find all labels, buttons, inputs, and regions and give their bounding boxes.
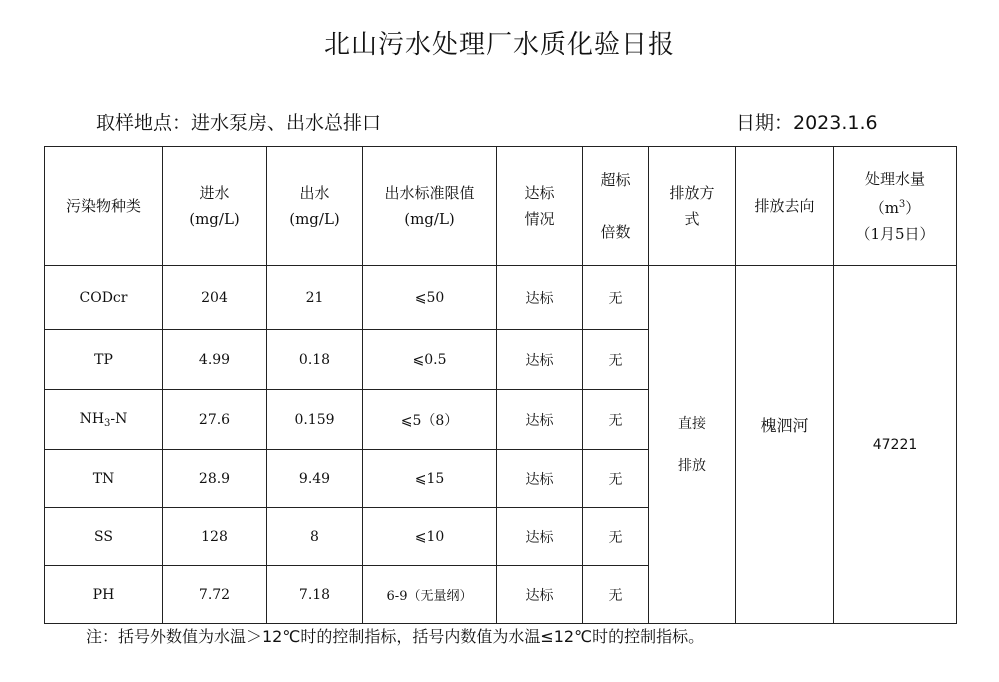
- header-discharge-method: 排放方 式: [649, 147, 736, 266]
- pollutant-cell: $NH_3-N$: [45, 390, 163, 450]
- status-cell: 达标: [497, 266, 583, 330]
- exceed-cell: 无: [583, 266, 649, 330]
- pollutant-cell: TP: [45, 330, 163, 390]
- discharge-destination-cell: 槐泗河: [736, 266, 834, 624]
- header-row: [45, 147, 957, 266]
- limit-cell: ⩽15: [363, 450, 497, 508]
- header-pollutant: 污染物种类: [45, 147, 163, 266]
- table-row: [45, 266, 957, 330]
- status-cell: 达标: [497, 450, 583, 508]
- limit-cell: ⩽10: [363, 508, 497, 566]
- inflow-cell: 7.72: [163, 566, 267, 624]
- header-limit: 出水标准限值 (mg/L): [363, 147, 497, 266]
- discharge-method-cell: 直接 排放: [649, 266, 736, 624]
- outflow-cell: 7.18: [267, 566, 363, 624]
- header-volume: 处理水量 $(m^3)$ （1月5日）: [834, 147, 957, 266]
- inflow-cell: 4.99: [163, 330, 267, 390]
- exceed-cell: 无: [583, 508, 649, 566]
- outflow-cell: 0.18: [267, 330, 363, 390]
- exceed-cell: 无: [583, 566, 649, 624]
- water-quality-table: [44, 146, 957, 624]
- header-outflow: 出水 (mg/L): [267, 147, 363, 266]
- status-cell: 达标: [497, 390, 583, 450]
- header-exceed: 超标 倍数: [583, 147, 649, 266]
- report-date: 日期：2023.1.6: [736, 112, 878, 134]
- pollutant-cell: TN: [45, 450, 163, 508]
- status-cell: 达标: [497, 566, 583, 624]
- pollutant-cell: CODcr: [45, 266, 163, 330]
- header-destination: 排放去向: [736, 147, 834, 266]
- header-status: 达标 情况: [497, 147, 583, 266]
- status-cell: 达标: [497, 330, 583, 390]
- pollutant-cell: PH: [45, 566, 163, 624]
- limit-cell: ⩽50: [363, 266, 497, 330]
- outflow-cell: 0.159: [267, 390, 363, 450]
- exceed-cell: 无: [583, 330, 649, 390]
- inflow-cell: 128: [163, 508, 267, 566]
- exceed-cell: 无: [583, 450, 649, 508]
- footnote: 注：括号外数值为水温＞12℃时的控制指标，括号内数值为水温≤12℃时的控制指标。: [86, 627, 705, 646]
- inflow-cell: 27.6: [163, 390, 267, 450]
- limit-cell: ⩽5（8）: [363, 390, 497, 450]
- exceed-cell: 无: [583, 390, 649, 450]
- outflow-cell: 8: [267, 508, 363, 566]
- outflow-cell: 9.49: [267, 450, 363, 508]
- treated-volume-cell: 47221: [834, 266, 957, 624]
- pollutant-cell: SS: [45, 508, 163, 566]
- outflow-cell: 21: [267, 266, 363, 330]
- header-inflow: 进水 (mg/L): [163, 147, 267, 266]
- limit-cell: 6-9（无量纲）: [363, 566, 497, 624]
- sampling-location: 取样地点：进水泵房、出水总排口: [96, 112, 382, 134]
- report-title: 北山污水处理厂水质化验日报: [323, 30, 675, 60]
- inflow-cell: 28.9: [163, 450, 267, 508]
- limit-cell: ⩽0.5: [363, 330, 497, 390]
- inflow-cell: 204: [163, 266, 267, 330]
- status-cell: 达标: [497, 508, 583, 566]
